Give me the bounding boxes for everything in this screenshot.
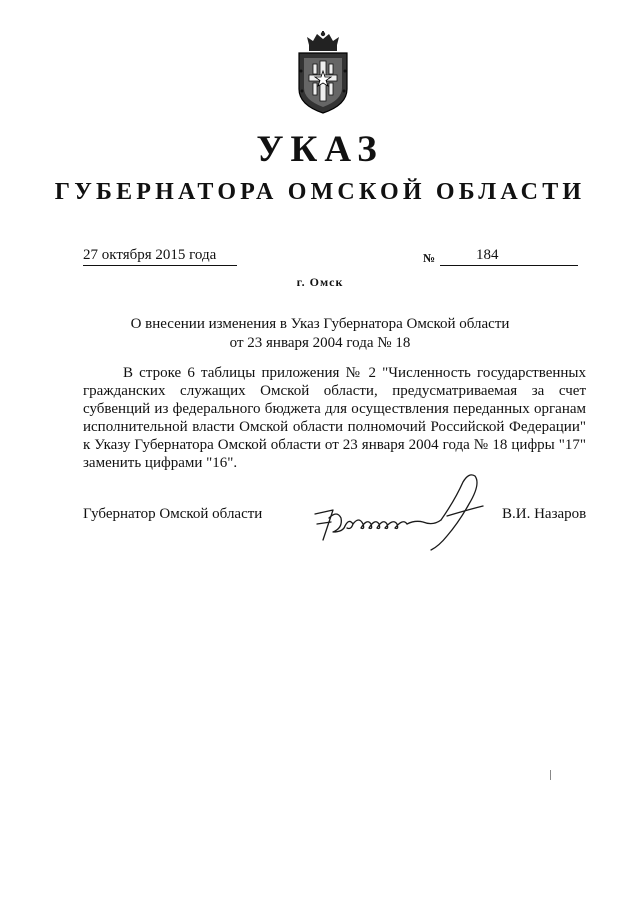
handwritten-signature <box>307 470 493 556</box>
decree-heading-line-2: от 23 января 2004 года № 18 <box>229 335 411 351</box>
issuer-title: ГУБЕРНАТОРА ОМСКОЙ ОБЛАСТИ <box>54 179 586 205</box>
decree-number: 184 <box>440 245 578 266</box>
number-sign: № <box>423 251 436 265</box>
decree-heading <box>120 315 520 353</box>
decree-body: В строке 6 таблицы приложения № 2 "Численность государственных гражданских служащих Омской области, предусматриваемая за счет субвенций из федерального бюджета для осуществления переданных органам исполнительной власти Омской области полномочий Российской Федерации" к Указу Губернатора Омской области от 23 января 2004 года № 18 цифры "17" заменить цифрами "16". <box>83 365 586 471</box>
decree-heading-line-1: О внесении изменения в Указ Губернатора Омской области <box>130 316 510 332</box>
document-type-title: УКАЗ <box>256 129 384 170</box>
page-mark <box>550 770 551 780</box>
decree-city: г. Омск <box>296 275 344 289</box>
signatory-position: Губернатор Омской области <box>83 506 263 522</box>
coat-of-arms-icon <box>293 31 353 115</box>
signatory-name: В.И. Назаров <box>502 506 587 522</box>
decree-date: 27 октября 2015 года <box>83 245 237 266</box>
